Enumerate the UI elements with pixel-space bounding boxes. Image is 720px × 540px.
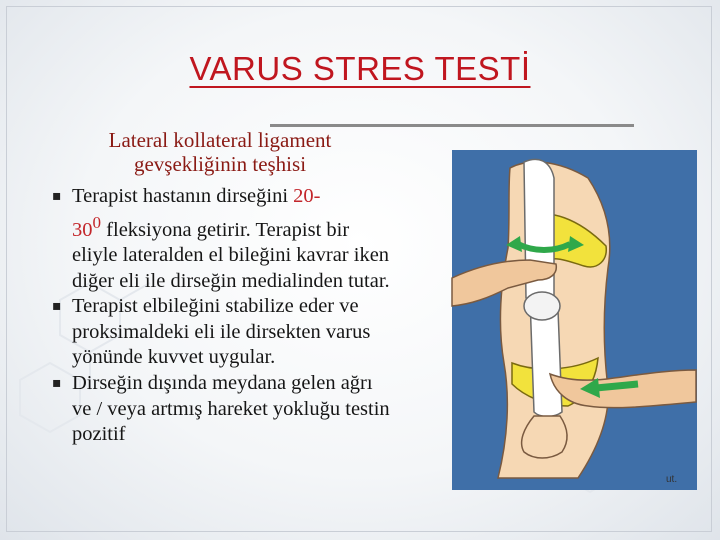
highlight-angle-end: 30: [72, 218, 93, 241]
square-bullet-icon: ▪: [52, 298, 62, 315]
bullet-item: ▪ Dirseğin dışında meydana gelen ağrı ve / veya artmış hareket yokluğu testin pozitif: [52, 371, 390, 446]
degree-superscript: 0: [92, 212, 102, 232]
square-bullet-icon: ▪: [52, 188, 62, 204]
slide-title: VARUS STRES TESTİ: [189, 50, 531, 87]
slide-subtitle: [60, 128, 380, 176]
subtitle-line-1: Lateral kollateral ligament: [108, 128, 332, 152]
bullet-list: [52, 184, 392, 448]
varus-stress-test-illustration: [438, 148, 710, 493]
subtitle-line-2: gevşekliğinin teşhisi: [133, 152, 307, 176]
square-bullet-icon: ▪: [52, 374, 62, 391]
bullet-item: ▪ Terapist elbileğini stabilize eder ve proksimaldeki eli ile dirsekten varus yönünde kuvvet uygular.: [52, 295, 371, 369]
highlight-angle-start: 20-: [293, 185, 321, 207]
bullet-item: ▪ Terapist hastanın dirseğini 20- $30^0$ fleksiyona getirir. Terapist bir eliyle lateralden el bileğini kavrar iken diğer eli ile dirseğin medialinden tutar.: [52, 185, 390, 292]
illustration-signature: ut.: [666, 474, 678, 485]
title-divider: [270, 124, 634, 127]
